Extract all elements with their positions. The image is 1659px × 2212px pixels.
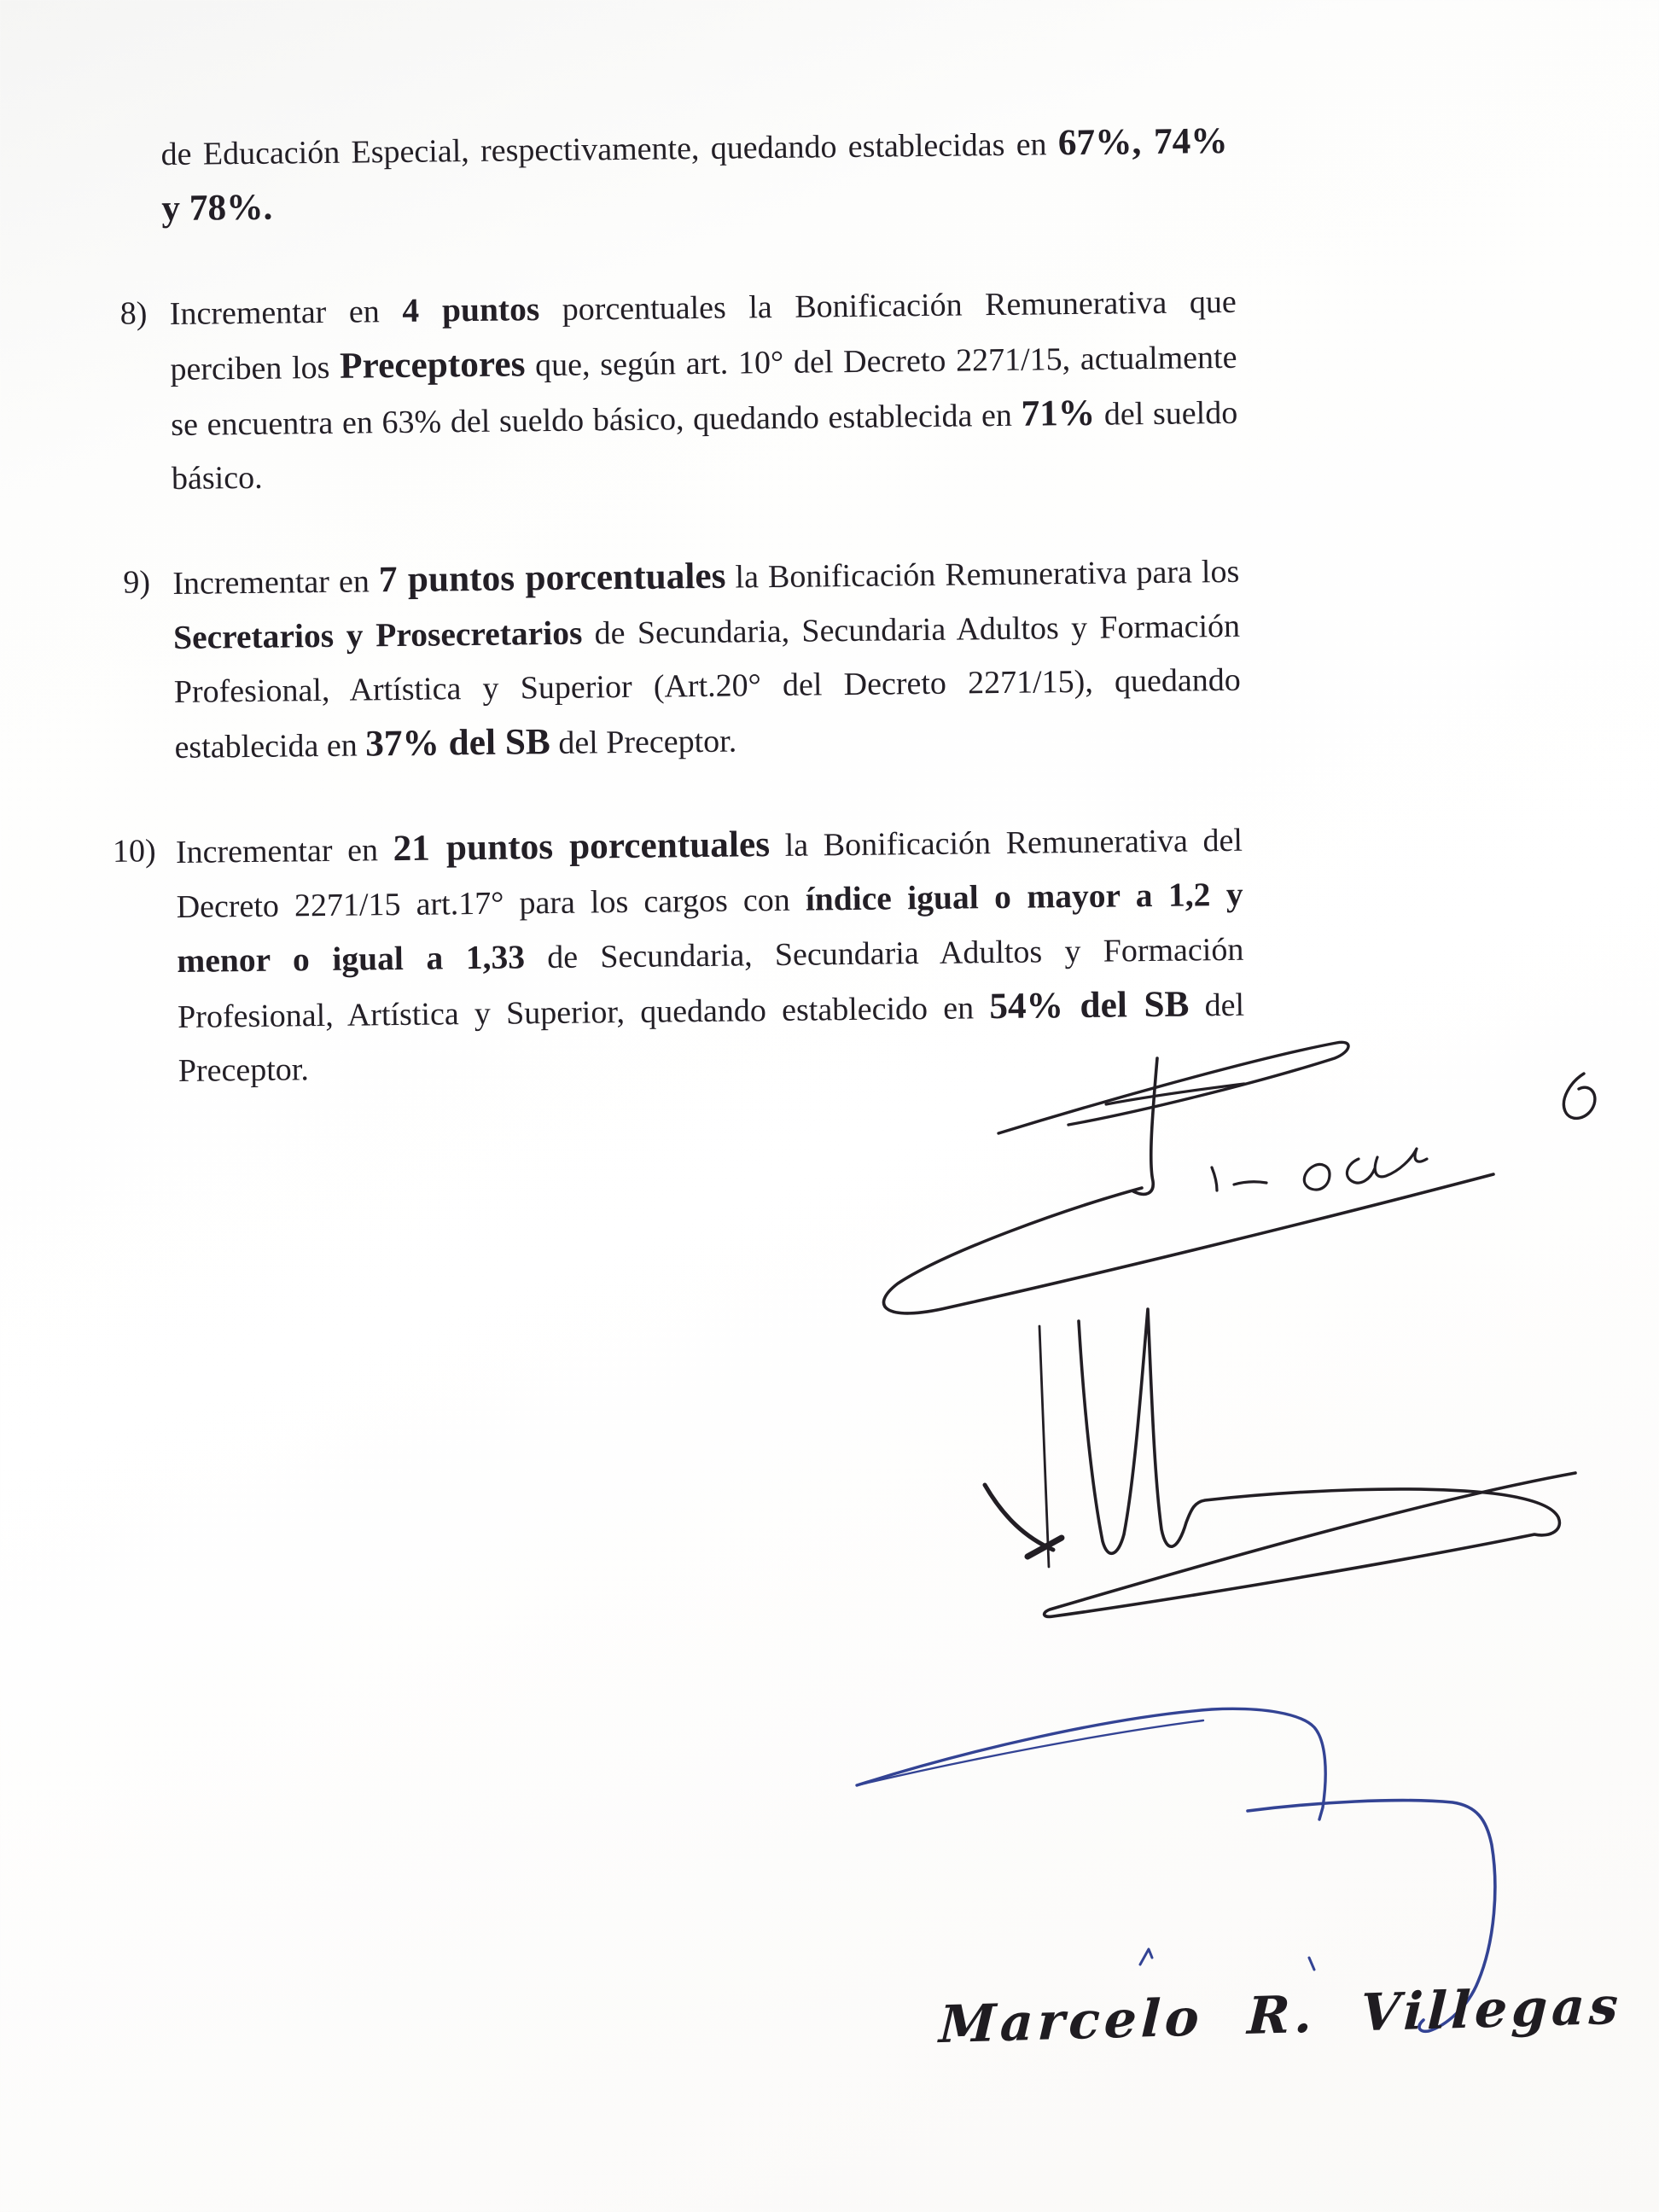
stroke-path bbox=[884, 1174, 1493, 1313]
text-segment: Incrementar en bbox=[169, 293, 403, 333]
stroke-path bbox=[1234, 1182, 1266, 1185]
text-segment: porcentuales la Bonificación Remunerativa que perciben los bbox=[170, 283, 1237, 388]
signature-scrawl-2 bbox=[973, 1297, 1621, 1639]
text-segment: 54% del SB bbox=[989, 983, 1190, 1027]
text-segment: del sueldo básico. bbox=[171, 394, 1238, 498]
stroke-path bbox=[857, 1720, 1203, 1785]
signatory-name-handwritten: Marcelo R. Villegas bbox=[938, 1976, 1624, 2056]
stroke-path bbox=[1347, 1149, 1427, 1183]
text-segment: 7 puntos porcentuales bbox=[378, 555, 726, 601]
text-segment: 71% bbox=[1021, 392, 1096, 434]
signature-strokes bbox=[884, 1042, 1595, 1313]
document-text-block bbox=[0, 109, 1659, 1150]
text-segment: 21 puntos porcentuales bbox=[393, 824, 771, 870]
text-segment: de Secundaria, Secundaria Adultos y Formación Profesional, Artística y Superior (Art.20° del Decreto 2271/15), quedando establecida en bbox=[173, 608, 1241, 765]
item-number: 8) bbox=[119, 295, 148, 332]
text-segment: Incrementar en bbox=[175, 832, 393, 870]
list-item-8 bbox=[119, 270, 1659, 506]
stroke-path bbox=[1309, 1958, 1314, 1970]
stroke-path bbox=[1045, 1309, 1575, 1616]
stroke-path bbox=[1039, 1326, 1049, 1567]
stroke-path bbox=[1212, 1167, 1217, 1190]
item-number: 9) bbox=[123, 564, 151, 601]
text-segment: índice igual o mayor a 1,2 y menor o igual a 1,33 bbox=[177, 875, 1243, 980]
stroke-path bbox=[998, 1042, 1348, 1133]
text-segment: Incrementar en bbox=[172, 563, 380, 602]
stroke-path bbox=[1563, 1074, 1594, 1118]
text-segment: 4 puntos bbox=[402, 290, 540, 329]
stroke-path bbox=[985, 1485, 1053, 1550]
text-segment: que, según art. 10° del Decreto 2271/15, actualmente se encuentra en 63% del sueldo básico, quedando establecida en bbox=[171, 339, 1237, 444]
signature-scrawl-1 bbox=[853, 1024, 1639, 1314]
text-segment: del Preceptor. bbox=[178, 987, 1245, 1089]
text-segment: de Educación Especial, respectivamente, quedando establecidas en bbox=[160, 126, 1059, 173]
stroke-path bbox=[1140, 1949, 1152, 1965]
signature-strokes bbox=[985, 1309, 1575, 1616]
paragraph-continuation bbox=[160, 114, 1228, 237]
text-segment: de Secundaria, Secundaria Adultos y Formación Profesional, Artística y Superior, quedando establecido en bbox=[177, 931, 1244, 1035]
text-segment: 37% del SB bbox=[364, 720, 551, 765]
text-segment: la Bonificación Remunerativa del Decreto 2271/15 art.17° para los cargos con bbox=[176, 822, 1243, 925]
item-number: 10) bbox=[112, 833, 156, 870]
text-segment: 67%, 74% y 78%. bbox=[161, 119, 1228, 230]
stroke-path bbox=[1133, 1058, 1157, 1194]
paragraph-text bbox=[169, 275, 1238, 506]
text-segment: Secretarios y Prosecretarios bbox=[172, 614, 583, 656]
list-item-9 bbox=[123, 538, 1659, 775]
stroke-path bbox=[857, 1708, 1325, 1819]
text-segment: la Bonificación Remunerativa para los bbox=[725, 553, 1240, 596]
text-segment: del Preceptor. bbox=[550, 723, 737, 761]
paragraph-text bbox=[172, 544, 1242, 775]
text-segment: Preceptores bbox=[339, 343, 526, 387]
stroke-path bbox=[1304, 1164, 1330, 1190]
